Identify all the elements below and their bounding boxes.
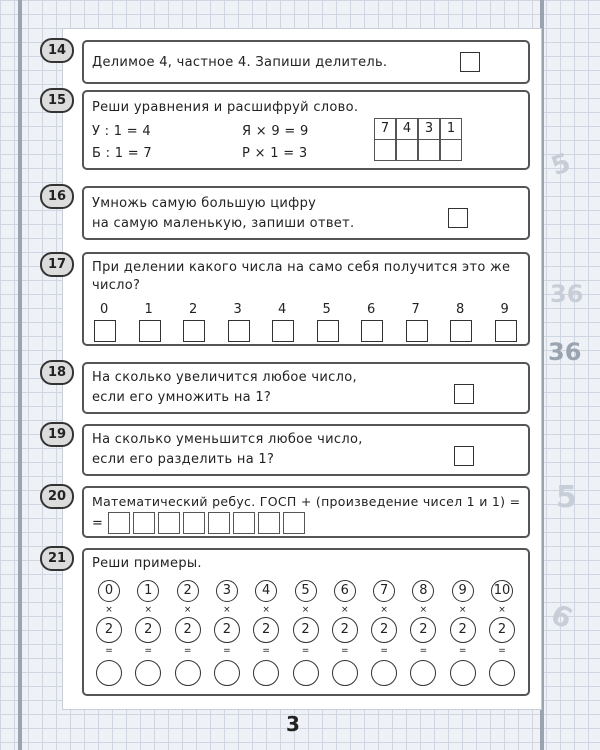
first-number-circle: 9 <box>452 580 474 602</box>
digit-label: 2 <box>189 302 198 317</box>
digit-checkbox[interactable] <box>228 320 250 342</box>
first-number-circle: 5 <box>295 580 317 602</box>
task-text: если его разделить на 1? <box>92 452 275 467</box>
decor-digits: 36 <box>548 338 582 366</box>
task-text: Математический ребус. ГОСП + (произведение чисел 1 и 1) = <box>92 494 521 509</box>
factor-circle: 2 <box>489 617 515 643</box>
first-number-circle: 10 <box>491 580 513 602</box>
multiply-sign: × <box>144 605 153 615</box>
multiply-sign: × <box>380 605 388 615</box>
first-number-circle: 4 <box>255 580 277 602</box>
equals-sign: = <box>183 646 192 656</box>
digit-label: 4 <box>278 302 287 317</box>
answer-cell[interactable] <box>133 512 155 534</box>
task-number-badge: 14 <box>40 38 74 63</box>
binder-rail-left <box>18 0 22 750</box>
first-number-circle: 3 <box>216 580 238 602</box>
equals-sign: = <box>262 646 270 656</box>
task-21 <box>82 548 530 696</box>
multiply-sign: × <box>223 605 231 615</box>
answer-cell[interactable] <box>233 512 255 534</box>
first-number-circle: 1 <box>137 580 159 602</box>
result-circle[interactable] <box>135 660 161 686</box>
digit-checkbox[interactable] <box>495 320 517 342</box>
result-circle[interactable] <box>214 660 240 686</box>
result-circle[interactable] <box>253 660 279 686</box>
answer-box[interactable] <box>448 208 468 228</box>
multiply-sign: × <box>105 605 113 615</box>
task-text: На сколько уменьшится любое число, <box>92 432 363 447</box>
task-number-badge: 19 <box>40 422 74 447</box>
equals-sign: = <box>105 646 113 656</box>
letter-cell[interactable] <box>418 139 440 161</box>
digit-label: 5 <box>322 302 332 317</box>
multiply-sign: × <box>498 605 506 615</box>
task-text: число? <box>92 278 141 293</box>
factor-circle: 2 <box>96 617 122 643</box>
digit-checkbox[interactable] <box>94 320 116 342</box>
decor-digits: 36 <box>550 280 584 308</box>
first-number-circle: 8 <box>412 580 434 602</box>
equals-sign: = <box>92 516 104 531</box>
equation: Я × 9 = 9 <box>242 124 309 139</box>
letter-cell[interactable] <box>396 139 418 161</box>
digit-label: 6 <box>367 302 376 317</box>
task-14 <box>82 40 530 84</box>
equation: Б : 1 = 7 <box>92 146 152 161</box>
answer-cell[interactable] <box>283 512 305 534</box>
factor-circle: 2 <box>214 617 240 643</box>
digit-label: 0 <box>100 302 109 317</box>
decor-digits: 5 <box>547 147 575 183</box>
answer-box[interactable] <box>454 446 474 466</box>
result-circle[interactable] <box>450 660 476 686</box>
multiply-sign: × <box>183 605 192 615</box>
answer-cell[interactable] <box>208 512 230 534</box>
task-19 <box>82 424 530 476</box>
digit-checkbox[interactable] <box>317 320 339 342</box>
factor-circle: 2 <box>135 617 161 643</box>
equals-sign: = <box>498 646 506 656</box>
digit-label: 9 <box>500 302 510 317</box>
factor-circle: 2 <box>332 617 358 643</box>
task-text: При делении какого числа на само себя получится это же <box>92 260 511 275</box>
page-number: 3 <box>286 712 300 736</box>
equals-sign: = <box>419 646 428 656</box>
task-20 <box>82 486 530 538</box>
task-number-badge: 17 <box>40 252 74 277</box>
task-number-badge: 16 <box>40 184 74 209</box>
first-number-circle: 7 <box>373 580 395 602</box>
factor-circle: 2 <box>175 617 201 643</box>
equation: У : 1 = 4 <box>92 124 151 139</box>
result-circle[interactable] <box>175 660 201 686</box>
decor-digits: 5 <box>556 480 577 515</box>
factor-circle: 2 <box>253 617 279 643</box>
digit-label: 8 <box>456 302 465 317</box>
equals-sign: = <box>341 646 349 656</box>
code-cell: 1 <box>440 118 462 140</box>
multiply-sign: × <box>458 605 467 615</box>
answer-cell[interactable] <box>258 512 280 534</box>
digit-checkbox[interactable] <box>183 320 205 342</box>
task-17 <box>82 252 530 346</box>
factor-circle: 2 <box>293 617 319 643</box>
decor-digits: 6 <box>545 597 578 636</box>
task-text: Умножь самую большую цифру <box>92 196 317 211</box>
first-number-circle: 0 <box>98 580 120 602</box>
factor-circle: 2 <box>450 617 476 643</box>
answer-cell[interactable] <box>183 512 205 534</box>
equals-sign: = <box>458 646 467 656</box>
result-circle[interactable] <box>96 660 122 686</box>
equals-sign: = <box>144 646 153 656</box>
digit-label: 7 <box>411 302 421 317</box>
first-number-circle: 2 <box>177 580 199 602</box>
task-number-badge: 21 <box>40 546 74 571</box>
task-number-badge: 20 <box>40 484 74 509</box>
task-title: Реши примеры. <box>92 556 202 571</box>
first-number-circle: 6 <box>334 580 356 602</box>
multiply-sign: × <box>301 605 310 615</box>
task-18 <box>82 362 530 414</box>
task-number-badge: 15 <box>40 88 74 113</box>
answer-box[interactable] <box>460 52 480 72</box>
multiply-sign: × <box>341 605 349 615</box>
task-title: Реши уравнения и расшифруй слово. <box>92 100 359 115</box>
task-text: если его умножить на 1? <box>92 390 272 405</box>
factor-circle: 2 <box>371 617 397 643</box>
digit-checkbox[interactable] <box>406 320 428 342</box>
task-number-badge: 18 <box>40 360 74 385</box>
result-circle[interactable] <box>489 660 515 686</box>
digit-label: 3 <box>233 302 243 317</box>
letter-cell[interactable] <box>374 139 396 161</box>
letter-cell[interactable] <box>440 139 462 161</box>
factor-circle: 2 <box>410 617 436 643</box>
answer-box[interactable] <box>454 384 474 404</box>
code-cell: 3 <box>418 118 440 140</box>
answer-cell[interactable] <box>108 512 130 534</box>
task-15 <box>82 90 530 170</box>
result-circle[interactable] <box>410 660 436 686</box>
task-text: на самую маленькую, запиши ответ. <box>92 216 355 231</box>
equals-sign: = <box>223 646 231 656</box>
equation: Р × 1 = 3 <box>242 146 308 161</box>
multiply-sign: × <box>419 605 428 615</box>
digit-checkbox[interactable] <box>272 320 294 342</box>
equals-sign: = <box>301 646 310 656</box>
equals-sign: = <box>380 646 388 656</box>
result-circle[interactable] <box>371 660 397 686</box>
task-text: Делимое 4, частное 4. Запиши делитель. <box>92 55 388 70</box>
answer-cell[interactable] <box>158 512 180 534</box>
result-circle[interactable] <box>332 660 358 686</box>
code-cell: 7 <box>374 118 396 140</box>
digit-label: 1 <box>144 302 154 317</box>
task-16 <box>82 186 530 240</box>
digit-checkbox[interactable] <box>450 320 472 342</box>
multiply-sign: × <box>262 605 270 615</box>
code-cell: 4 <box>396 118 418 140</box>
result-circle[interactable] <box>293 660 319 686</box>
digit-checkbox[interactable] <box>139 320 161 342</box>
digit-checkbox[interactable] <box>361 320 383 342</box>
task-text: На сколько увеличится любое число, <box>92 370 357 385</box>
